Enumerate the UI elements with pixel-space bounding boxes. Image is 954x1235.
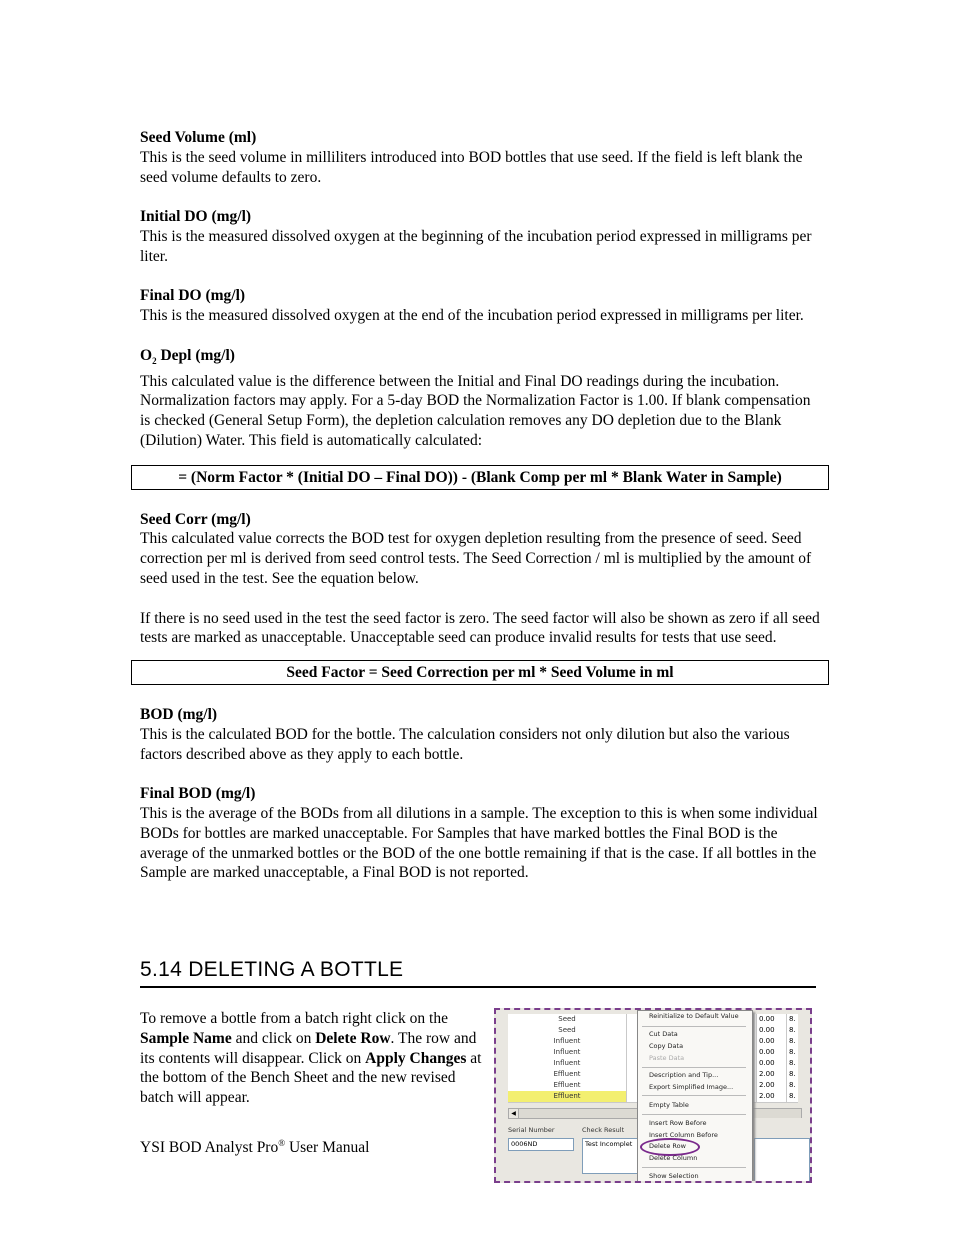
- menu-item-delete-column[interactable]: Delete Column: [649, 1154, 698, 1162]
- menu-item-show-selection[interactable]: Show Selection: [649, 1172, 699, 1180]
- menu-item-reinitialize[interactable]: Reinitialize to Default Value: [649, 1012, 739, 1020]
- section-title: Seed Volume (ml): [140, 129, 257, 146]
- formula-seed-factor: Seed Factor = Seed Correction per ml * Seed Volume in ml: [131, 660, 829, 685]
- menu-item-description[interactable]: Description and Tip...: [649, 1071, 719, 1079]
- section-title: $O_2$ Depl (mg/l): [140, 346, 235, 366]
- serial-number-field[interactable]: 0006ND: [508, 1138, 574, 1151]
- section-title: Seed Corr (mg/l): [140, 510, 251, 528]
- section-body: This calculated value is the difference between the Initial and Final DO readings during the incubation. Normalization factors may apply. For a 5-day BOD the Normalization Factor is 1.00. If blank compensation is checked (General Setup Form), the depletion calculation removes any DO depletion due to the Blank (Dilution) Water. This field is automatically calculated:: [140, 372, 811, 450]
- section-initial-do: [140, 207, 820, 266]
- section-final-do: [140, 286, 820, 326]
- section-seed-factor-note: [140, 609, 820, 649]
- check-result-field[interactable]: Test Incomplet: [582, 1138, 642, 1174]
- section-title: BOD (mg/l): [140, 706, 218, 724]
- menu-separator: [642, 1026, 746, 1027]
- table-row[interactable]: Influent 0.00 8.: [508, 1036, 798, 1048]
- section-title: Final DO (mg/l): [140, 287, 246, 305]
- table-row[interactable]: Influent 0.00 8.: [508, 1058, 798, 1070]
- section-seed-volume: [140, 128, 820, 187]
- section-heading: 5.14 DELETING A BOTTLE: [140, 958, 816, 988]
- menu-item-empty-table[interactable]: Empty Table: [649, 1101, 689, 1109]
- section-title: Initial DO (mg/l): [140, 208, 252, 226]
- table-row[interactable]: Effluent 2.00 8.: [508, 1080, 798, 1092]
- table-row[interactable]: Seed 0.00 8.: [508, 1014, 798, 1026]
- menu-item-delete-row[interactable]: Delete Row: [649, 1142, 686, 1150]
- section-seed-corr: [140, 510, 820, 589]
- document-body: [140, 128, 820, 903]
- section-bod: [140, 705, 820, 764]
- table-row[interactable]: Seed 0.00 8.: [508, 1025, 798, 1037]
- menu-separator: [642, 1167, 746, 1168]
- menu-item-copy[interactable]: Copy Data: [649, 1042, 684, 1050]
- section-body: If there is no seed used in the test the seed factor is zero. The seed factor will also be shown as zero if all seed tests are marked as unacceptable. Unacceptable seed can produce invalid results for tests that use seed.: [140, 609, 820, 647]
- bench-sheet-screenshot: [494, 1008, 812, 1183]
- menu-separator: [642, 1095, 746, 1096]
- section-body: This is the measured dissolved oxygen at the end of the incubation period expressed in milligrams per liter.: [140, 307, 804, 325]
- formula-o2-depl: = (Norm Factor * (Initial DO – Final DO)) - (Blank Comp per ml * Blank Water in Sample): [131, 465, 829, 490]
- menu-separator: [642, 1067, 746, 1068]
- section-o2-depl: [140, 346, 820, 451]
- scroll-left-icon[interactable]: ◀: [509, 1109, 519, 1118]
- serial-number-label: Serial Number: [508, 1126, 555, 1134]
- menu-item-paste[interactable]: Paste Data: [649, 1054, 685, 1062]
- check-result-label: Check Result: [582, 1126, 625, 1134]
- section-body: This calculated value corrects the BOD test for oxygen depletion resulting from the presence of seed. Seed correction per ml is derived from seed control tests. The Seed Correction / ml is multiplied by the amount of seed used in the test. See the equation below.: [140, 530, 812, 588]
- table-row[interactable]: Influent 0.00 8.: [508, 1047, 798, 1059]
- table-row-selected[interactable]: Effluent 2.00 8.: [508, 1091, 798, 1103]
- section-title: Final BOD (mg/l): [140, 785, 256, 803]
- page-footer: YSI BOD Analyst Pro® User Manual: [140, 1138, 370, 1157]
- table-row[interactable]: Effluent 2.00 8.: [508, 1069, 798, 1081]
- menu-separator: [642, 1114, 746, 1115]
- section-body: This is the calculated BOD for the bottle. The calculation considers not only dilution but also the various factors described above as they apply to each bottle.: [140, 725, 790, 763]
- menu-item-insert-row[interactable]: Insert Row Before: [649, 1119, 707, 1127]
- menu-item-insert-column[interactable]: Insert Column Before: [649, 1131, 718, 1139]
- menu-item-cut[interactable]: Cut Data: [649, 1030, 678, 1038]
- section-body: This is the average of the BODs from all dilutions in a sample. The exception to this is when some individual BODs for bottles are marked unacceptable. For Samples that have marked bottles the Final BOD is the average of the unmarked bottles or the BOD of the one bottle remaining if that is the case. If all bottles in the Sample are marked unacceptable, a Final BOD is not reported.: [140, 805, 818, 882]
- intro-paragraph: To remove a bottle from a batch right click on the Sample Name and click on Delete Row. The row and its contents will disappear. Click on Apply Changes at the bottom of the Bench Sheet and the new revised batch will appear.: [140, 1010, 482, 1107]
- section-final-bod: [140, 784, 820, 883]
- section-body: This is the seed volume in milliliters introduced into BOD bottles that use seed. If the field is left blank the seed volume defaults to zero.: [140, 148, 803, 186]
- right-field: [754, 1138, 810, 1183]
- menu-item-export-image[interactable]: Export Simplified Image...: [649, 1083, 734, 1091]
- section-body: This is the measured dissolved oxygen at the beginning of the incubation period expressed in milligrams per liter.: [140, 227, 812, 265]
- context-menu: [637, 1010, 753, 1183]
